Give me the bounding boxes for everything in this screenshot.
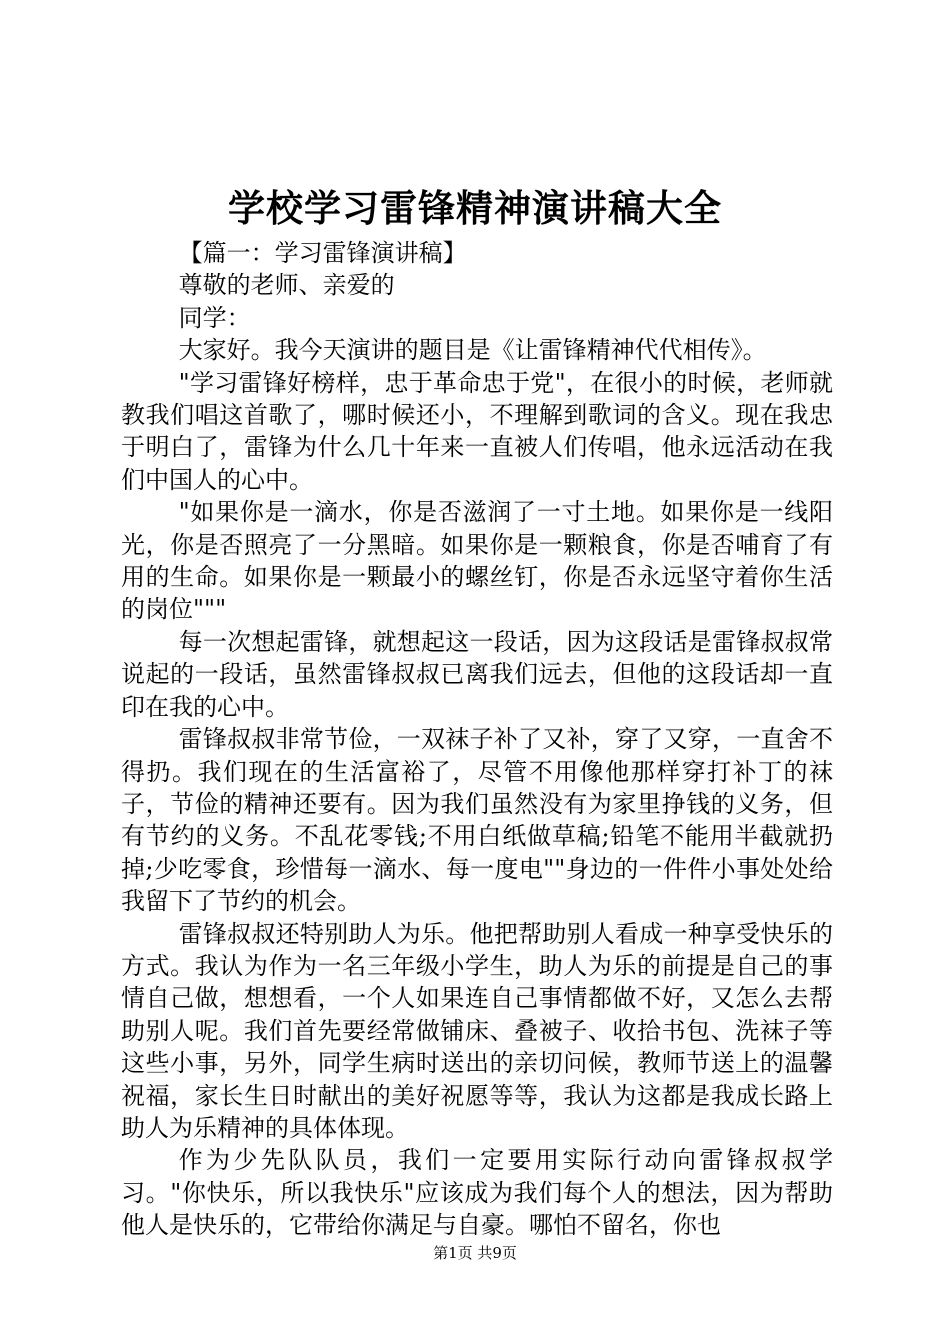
document-title: 学校学习雷锋精神演讲稿大全 — [228, 186, 722, 230]
paragraph: 雷锋叔叔非常节俭，一双袜子补了又补，穿了又穿，一直舍不得扔。我们现在的生活富裕了，尽管不用像他那样穿打补丁的袜子，节俭的精神还要有。因为我们虽然没有为家里挣钱的义务，但有节约的义务。不乱花零钱;不用白纸做草稿;铅笔不能用半截就扔掉;少吃零食，珍惜每一滴水、每一度电""身边的一件件小事处处给我留下了节约的机会。 — [121, 725, 833, 916]
page-footer: 第1页 共9页 — [433, 1244, 517, 1262]
paragraph: 每一次想起雷锋，就想起这一段话，因为这段话是雷锋叔叔常说起的一段话，虽然雷锋叔叔已离我们远去，但他的这段话却一直印在我的心中。 — [121, 627, 833, 721]
paragraph: 作为少先队队员，我们一定要用实际行动向雷锋叔叔学习。"你快乐，所以我快乐"应该成为我们每个人的想法，因为帮助他人是快乐的，它带给你满足与自豪。哪怕不留名，你也 — [121, 1146, 833, 1240]
document-body — [121, 237, 833, 1242]
paragraph: 同学： — [178, 303, 251, 332]
paragraph: "学习雷锋好榜样，忠于革命忠于党"，在很小的时候，老师就教我们唱这首歌了，哪时候还小，不理解到歌词的含义。现在我忠于明白了，雷锋为什么几十年来一直被人们传唱，他永远活动在我们中国人的心中。 — [121, 368, 833, 494]
paragraph: 尊敬的老师、亲爱的 — [178, 271, 395, 300]
section-heading: 【篇一：学习雷锋演讲稿】 — [178, 239, 467, 267]
paragraph: 大家好。我今天演讲的题目是《让雷锋精神代代相传》。 — [178, 336, 767, 365]
paragraph: "如果你是一滴水，你是否滋润了一寸土地。如果你是一线阳光，你是否照亮了一分黑暗。如果你是一颗粮食，你是否哺育了有用的生命。如果你是一颗最小的螺丝钉，你是否永远坚守着你生活的岗位""" — [121, 498, 833, 624]
paragraph: 雷锋叔叔还特别助人为乐。他把帮助别人看成一种享受快乐的方式。我认为作为一名三年级小学生，助人为乐的前提是自己的事情自己做，想想看，一个人如果连自己事情都做不好，又怎么去帮助别人呢。我们首先要经常做铺床、叠被子、收拾书包、洗袜子等这些小事，另外，同学生病时送出的亲切问候，教师节送上的温馨祝福，家长生日时献出的美好祝愿等等，我认为这都是我成长路上助人为乐精神的具体体现。 — [121, 919, 833, 1142]
